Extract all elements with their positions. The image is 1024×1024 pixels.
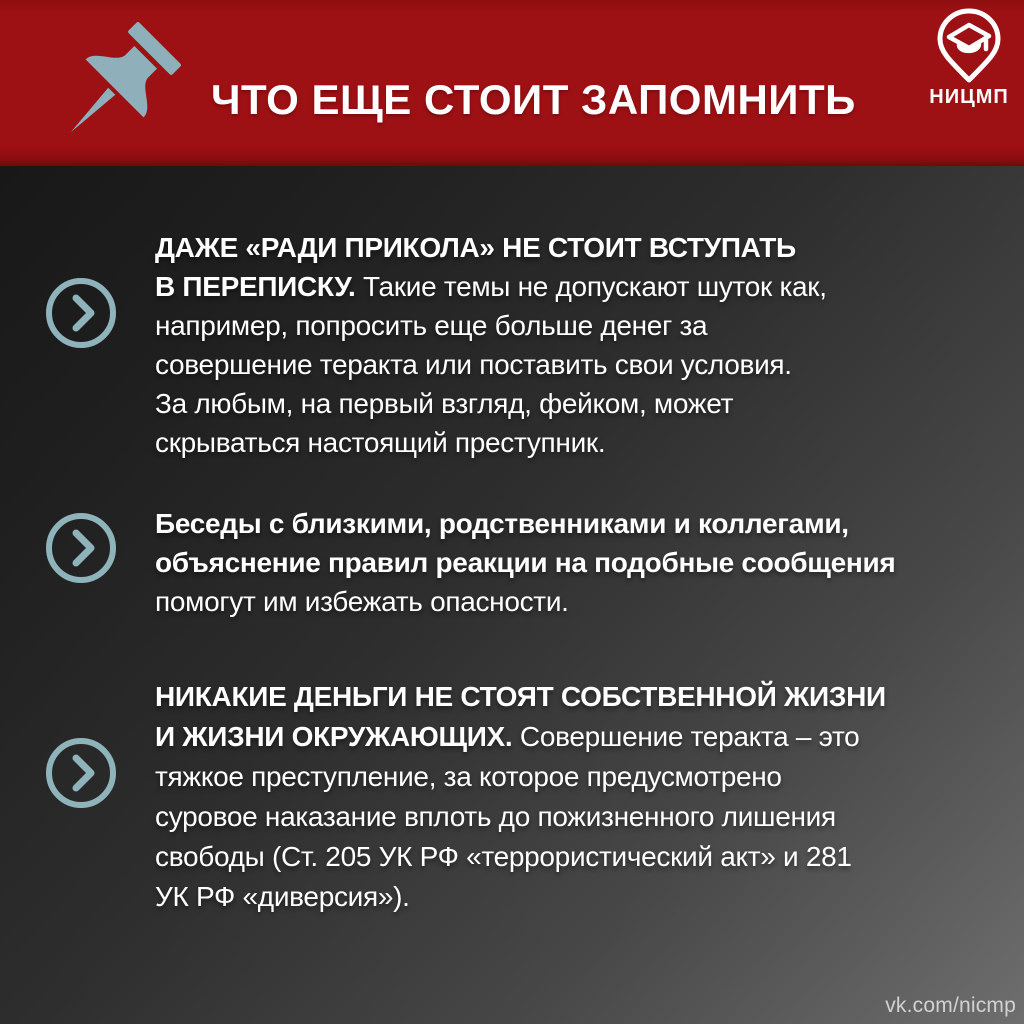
header-band	[0, 0, 1024, 166]
page-title: ЧТО ЕЩЕ СТОИТ ЗАПОМНИТЬ	[211, 76, 856, 123]
bullet-text-1: ДАЖЕ «РАДИ ПРИКОЛА» НЕ СТОИТ ВСТУПАТЬ В ПЕРЕПИСКУ. Такие темы не допускают шуток как, например, попросить еще больше денег за совершение теракта или поставить свои условия. За любым, на первый взгляд, фейком, может скрываться настоящий преступник.	[155, 232, 827, 458]
nicmp-logo	[926, 8, 1012, 109]
chevron-circle-icon	[45, 512, 117, 584]
chevron-circle-icon	[45, 277, 117, 349]
pushpin-icon	[46, 14, 186, 160]
chevron-circle-icon	[45, 737, 117, 809]
bullet-text-3: НИКАКИЕ ДЕНЬГИ НЕ СТОЯТ СОБСТВЕННОЙ ЖИЗНИ И ЖИЗНИ ОКРУЖАЮЩИХ. Совершение теракта – это тяжкое преступление, за которое предусмотрено суровое наказание вплоть до пожизненного лишения свободы (Ст. 205 УК РФ «террористический акт» и 281 УК РФ «диверсия»).	[155, 681, 886, 912]
bullet-text-2: Беседы с близкими, родственниками и коллегами, объяснение правил реакции на подобные сообщения помогут им избежать опасности.	[155, 508, 896, 617]
vk-link: vk.com/nicmp	[885, 994, 1016, 1017]
logo-text: НИЦМП	[929, 86, 1009, 108]
map-pin-graduation-icon	[934, 8, 1004, 84]
